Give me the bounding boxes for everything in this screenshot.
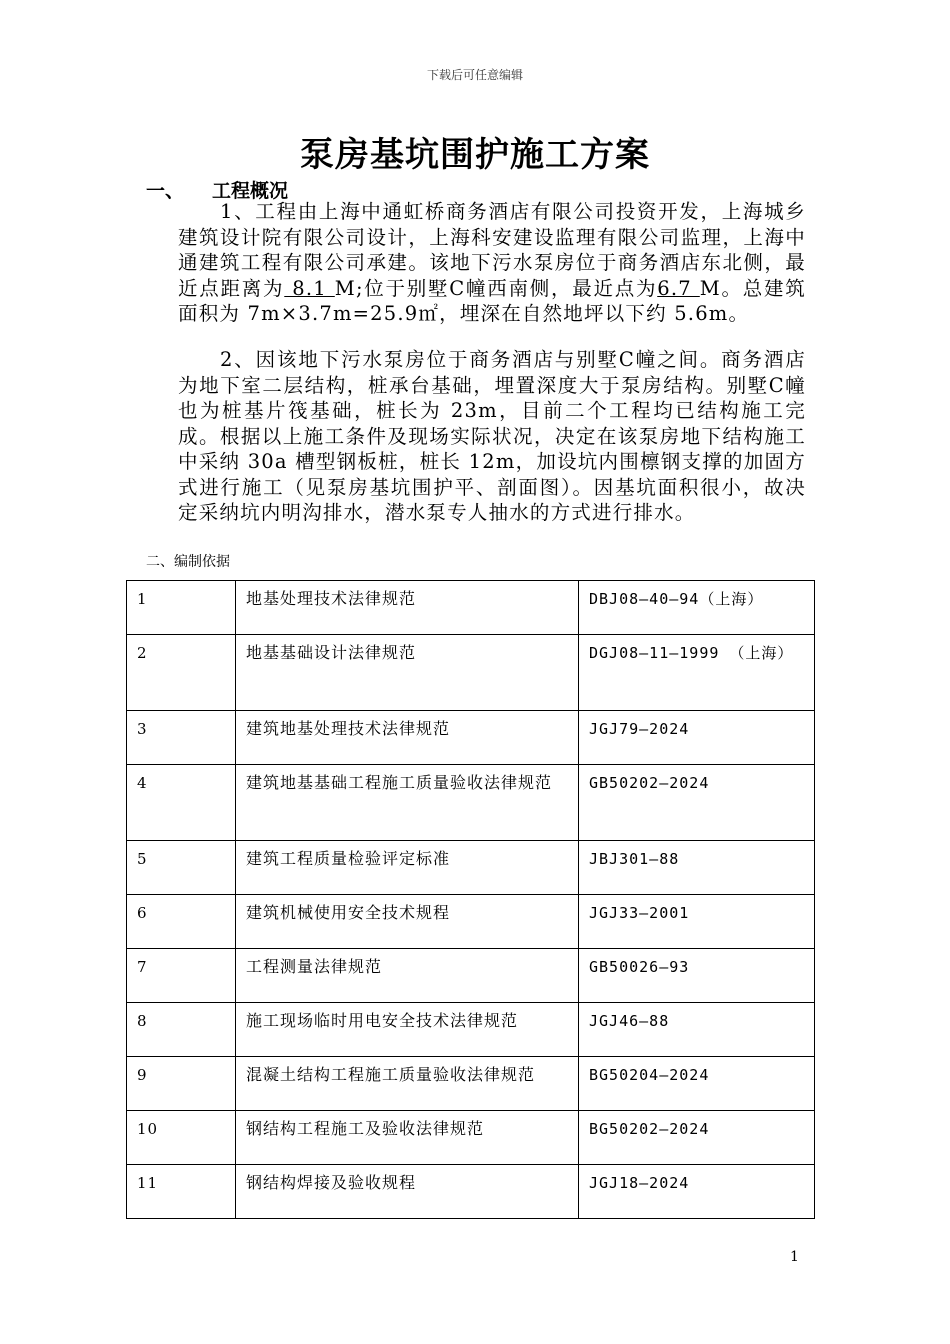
section1-number: 一、 [146, 180, 185, 202]
paragraph-1 [178, 199, 806, 327]
norms-table [126, 580, 815, 1219]
row-number: 1 [127, 581, 236, 635]
norm-name: 地基基础设计法律规范 [236, 635, 579, 711]
table-row [127, 1111, 815, 1165]
norm-code: BG50202—2024 [579, 1111, 815, 1165]
norm-name: 工程测量法律规范 [236, 949, 579, 1003]
document-title: 泵房基坑围护施工方案 [300, 135, 650, 175]
norm-name: 钢结构焊接及验收规程 [236, 1165, 579, 1219]
norm-code: JGJ33—2001 [579, 895, 815, 949]
norm-code: DBJ08—40—94（上海） [579, 581, 815, 635]
table-row [127, 711, 815, 765]
row-number: 2 [127, 635, 236, 711]
table-row [127, 1003, 815, 1057]
paragraph-1-part-a: 1、工程由上海中通虹桥商务酒店有限公司投资开发，上海城乡建筑设计院有限公司设计，上海科安建设监理有限公司监理，上海中通建筑工程有限公司承建。该地下污水泵房位于商务酒店东北侧，最近点距离为 [178, 200, 806, 300]
table-row [127, 635, 815, 711]
row-number: 6 [127, 895, 236, 949]
norm-code: DGJ08—11—1999 （上海） [579, 635, 815, 711]
row-number: 4 [127, 765, 236, 841]
paragraph-2: 2、因该地下污水泵房位于商务酒店与别墅C幢之间。商务酒店为地下室二层结构，桩承台基础，埋置深度大于泵房结构。别墅C幢也为桩基片筏基础，桩长为 23m，目前二个工程均已结构施工完成。根据以上施工条件及现场实际状况，决定在该泵房地下结构施工中采纳 30a 槽型钢板桩，桩长 12m，加设坑内围檩钢支撑的加固方式进行施工（见泵房基坑围护平、剖面图）。因基坑面积很小，故决定采纳坑内明沟排水，潜水泵专人抽水的方式进行排水。 [178, 348, 806, 524]
norm-code: BG50204—2024 [579, 1057, 815, 1111]
norm-name: 建筑机械使用安全技术规程 [236, 895, 579, 949]
distance-villa: 6.7 [657, 276, 700, 300]
paragraph-1-part-c: M。总建筑面积为 7m×3.7m=25.9㎡，埋深在自然地坪以下约 5.6m。 [178, 276, 806, 325]
norm-name: 钢结构工程施工及验收法律规范 [236, 1111, 579, 1165]
row-number: 8 [127, 1003, 236, 1057]
norm-code: GB50202—2024 [579, 765, 815, 841]
table-row [127, 1165, 815, 1219]
table-row [127, 765, 815, 841]
row-number: 7 [127, 949, 236, 1003]
norm-code: JGJ79—2024 [579, 711, 815, 765]
section1-title: 工程概况 [212, 180, 289, 202]
table-row [127, 1057, 815, 1111]
page-number: 1 [790, 1249, 799, 1265]
norm-name: 施工现场临时用电安全技术法律规范 [236, 1003, 579, 1057]
table-row [127, 895, 815, 949]
table-row [127, 841, 815, 895]
header-note: 下载后可任意编辑 [426, 68, 523, 82]
norm-name: 建筑地基基础工程施工质量验收法律规范 [236, 765, 579, 841]
norm-code: JGJ46—88 [579, 1003, 815, 1057]
table-row [127, 949, 815, 1003]
paragraph-1-part-b: M;位于别墅C幢西南侧，最近点为 [334, 276, 658, 300]
row-number: 10 [127, 1111, 236, 1165]
norm-name: 地基处理技术法律规范 [236, 581, 579, 635]
row-number: 9 [127, 1057, 236, 1111]
distance-hotel: 8.1 [284, 276, 335, 300]
row-number: 5 [127, 841, 236, 895]
table-row [127, 581, 815, 635]
norm-name: 混凝土结构工程施工质量验收法律规范 [236, 1057, 579, 1111]
row-number: 11 [127, 1165, 236, 1219]
norm-name: 建筑工程质量检验评定标准 [236, 841, 579, 895]
norm-code: GB50026—93 [579, 949, 815, 1003]
norm-name: 建筑地基处理技术法律规范 [236, 711, 579, 765]
row-number: 3 [127, 711, 236, 765]
norm-code: JGJ18—2024 [579, 1165, 815, 1219]
section2-heading: 二、编制依据 [146, 554, 230, 570]
norm-code: JBJ301—88 [579, 841, 815, 895]
